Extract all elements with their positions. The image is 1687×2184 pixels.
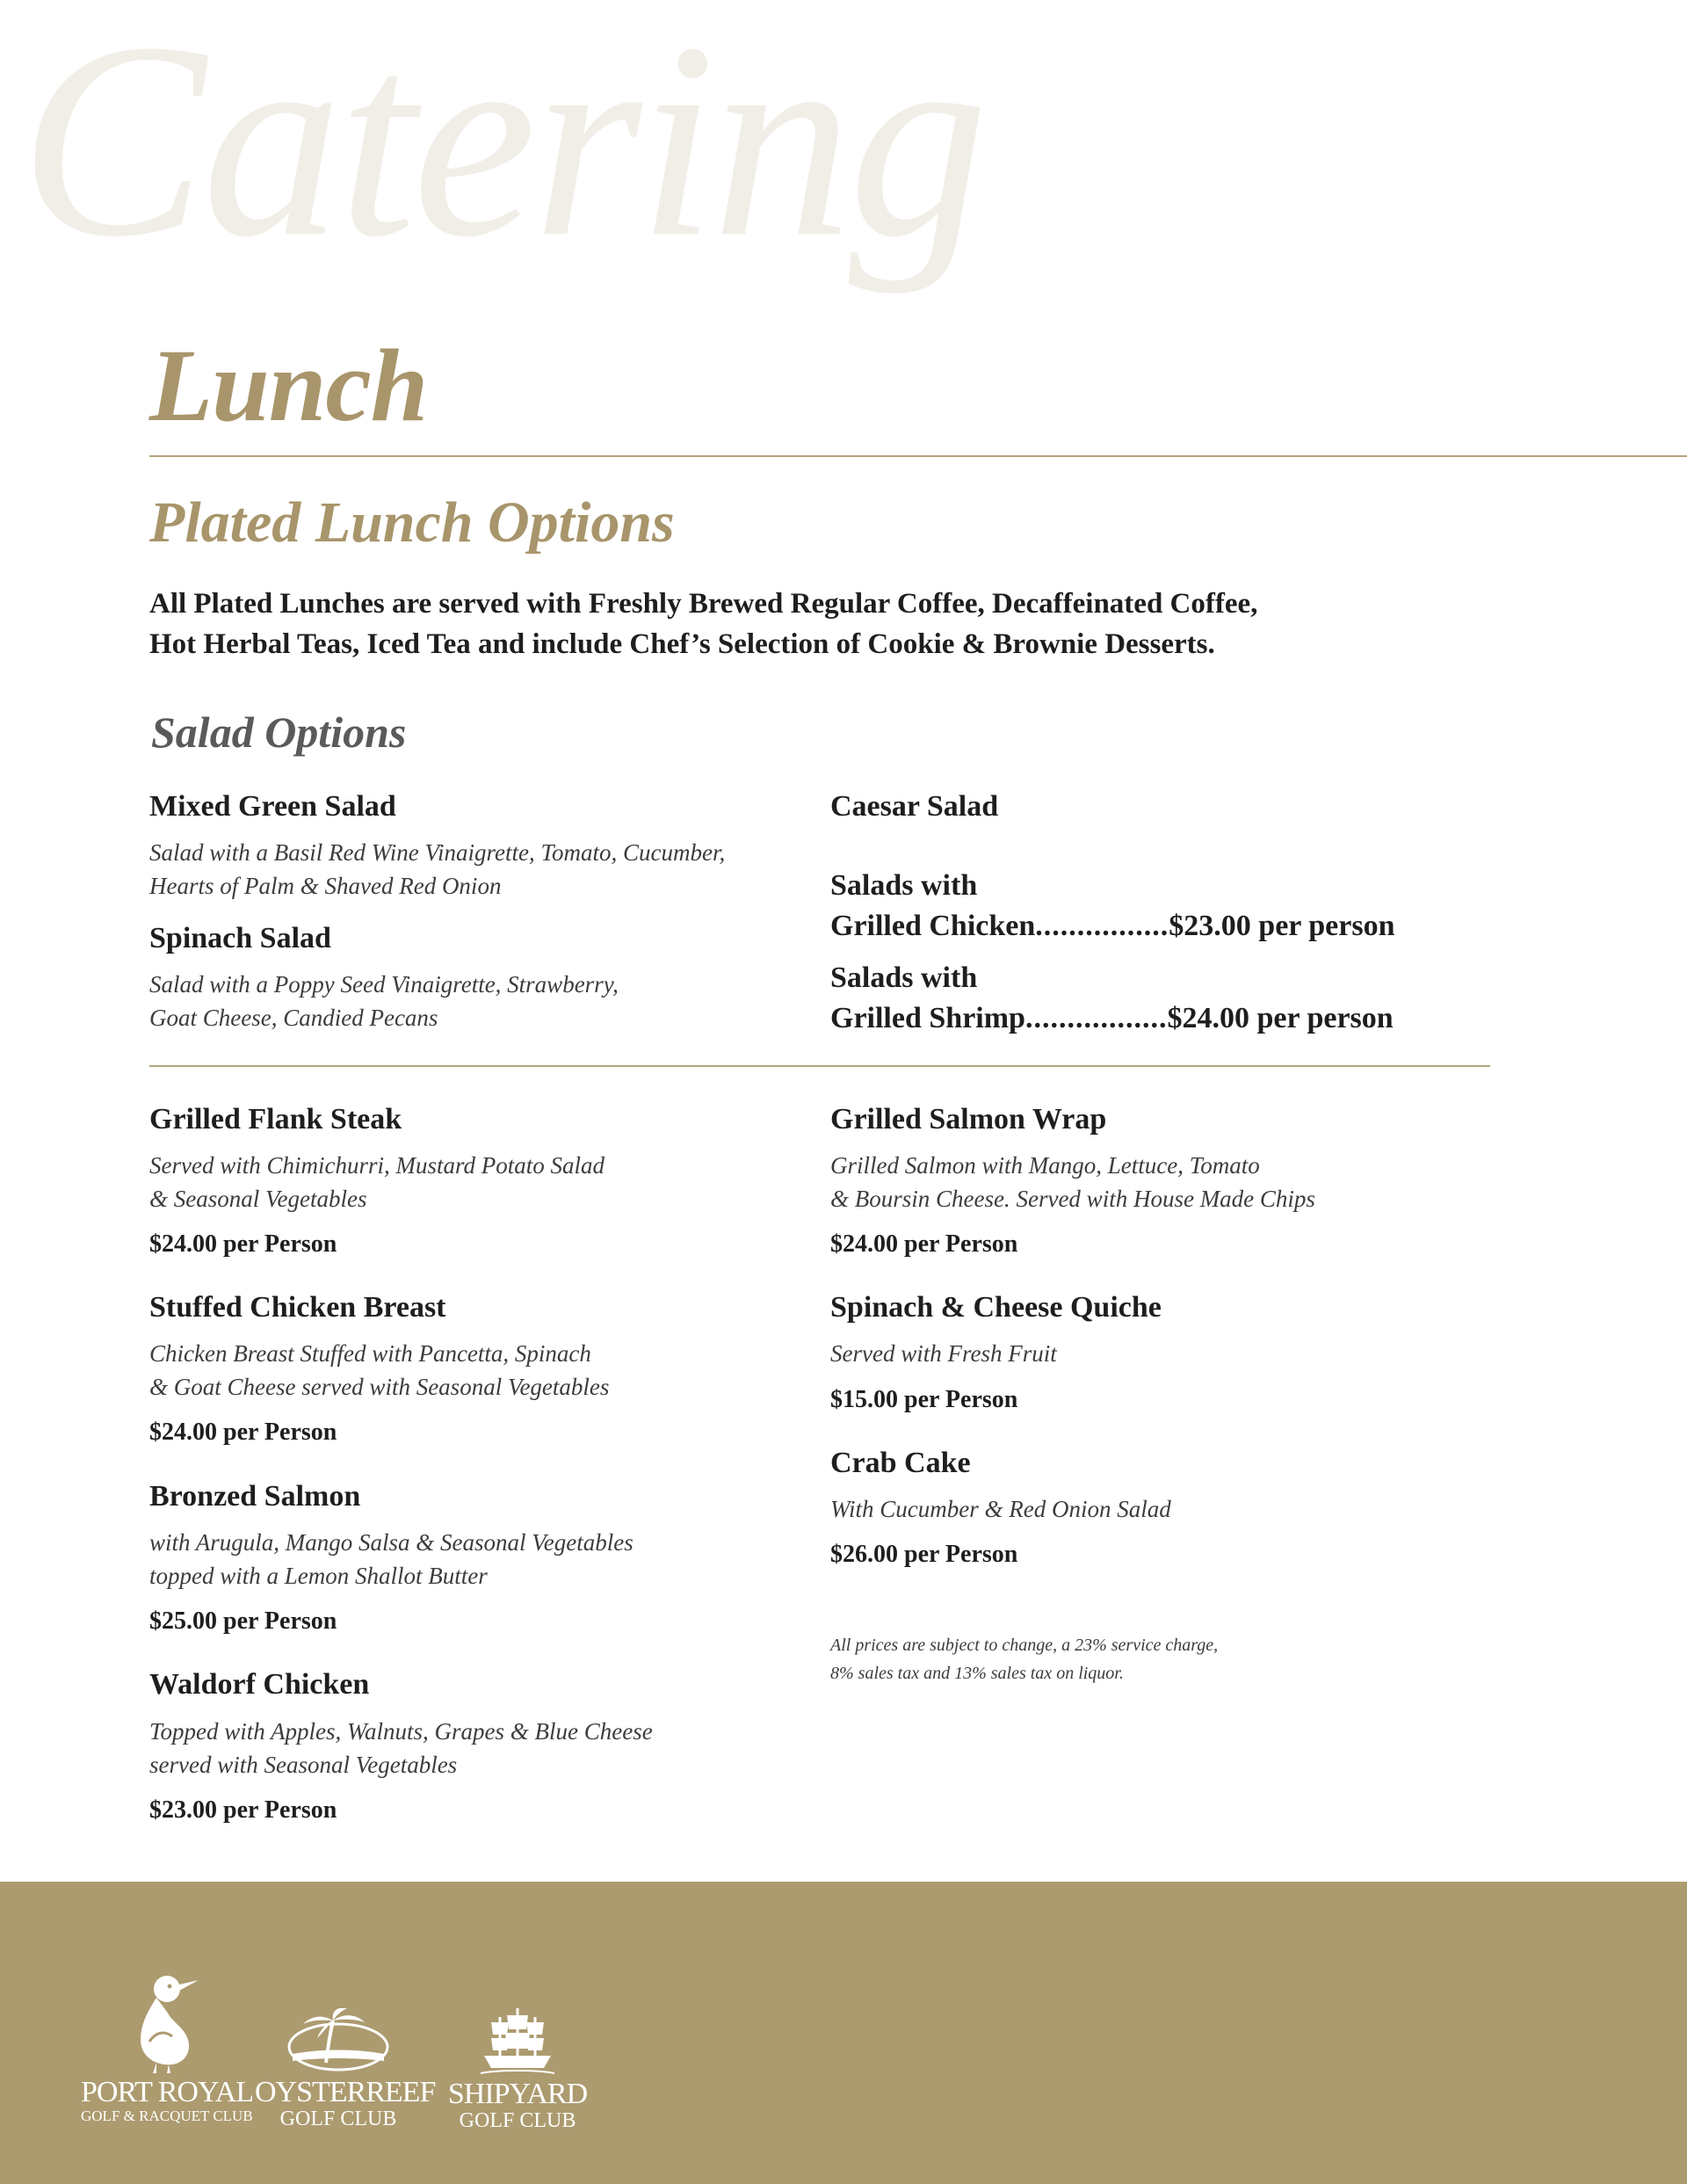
bronzed-salmon-desc-1: with Arugula, Mango Salsa & Seasonal Vegetables: [149, 1529, 634, 1556]
flank-steak-price: $24.00 per Person: [149, 1230, 337, 1258]
quiche-desc-1: Served with Fresh Fruit: [830, 1340, 1057, 1367]
ship-icon: [481, 2005, 554, 2075]
waldorf-chicken-desc-1: Topped with Apples, Walnuts, Grapes & Blue Cheese: [149, 1718, 653, 1745]
salmon-wrap-desc-2: & Boursin Cheese. Served with House Made Chips: [830, 1186, 1315, 1212]
salads-with-shrimp-price-line: [830, 1001, 1394, 1036]
mixed-green-salad-desc-2: Hearts of Palm & Shaved Red Onion: [149, 873, 502, 899]
caesar-salad-name: Caesar Salad: [830, 790, 999, 823]
quiche-price: $15.00 per Person: [830, 1386, 1018, 1413]
footer-band: [0, 1882, 1687, 2184]
waldorf-chicken-price: $23.00 per Person: [149, 1796, 337, 1824]
leader-dots: .................: [1025, 1002, 1168, 1034]
grilled-chicken-label: Grilled Chicken: [830, 910, 1036, 942]
waldorf-chicken-name: Waldorf Chicken: [149, 1668, 370, 1701]
salads-with-chicken-label: Salads with: [830, 869, 978, 902]
stuffed-chicken-price: $24.00 per Person: [149, 1419, 337, 1446]
salmon-wrap-desc-1: Grilled Salmon with Mango, Lettuce, Tomato: [830, 1152, 1260, 1179]
flank-steak-desc-1: Served with Chimichurri, Mustard Potato Salad: [149, 1152, 605, 1179]
shipyard-logo[interactable]: [436, 2005, 599, 2131]
intro-line-1: All Plated Lunches are served with Freshly Brewed Regular Coffee, Decaffeinated Coffee,: [149, 588, 1258, 620]
fineprint-line-2: 8% sales tax and 13% sales tax on liquor.: [830, 1664, 1124, 1683]
waldorf-chicken-desc-2: served with Seasonal Vegetables: [149, 1752, 458, 1778]
shipyard-name: SHIPYARD: [447, 2078, 588, 2110]
section-title: Plated Lunch Options: [149, 490, 675, 555]
palm-tree-icon: [286, 2008, 391, 2073]
heron-icon: [121, 1968, 200, 2073]
stuffed-chicken-desc-2: & Goat Cheese served with Seasonal Vegetables: [149, 1374, 610, 1400]
page-title: Lunch: [149, 328, 428, 443]
salads-with-chicken-price-line: [830, 909, 1395, 944]
crab-cake-name: Crab Cake: [830, 1447, 971, 1479]
section-divider: [149, 1065, 1490, 1067]
mixed-green-salad-desc-1: Salad with a Basil Red Wine Vinaigrette, Tomato, Cucumber,: [149, 839, 726, 866]
spinach-salad-desc-2: Goat Cheese, Candied Pecans: [149, 1005, 438, 1031]
salads-with-shrimp-label: Salads with: [830, 961, 978, 994]
salmon-wrap-name: Grilled Salmon Wrap: [830, 1103, 1107, 1136]
oyster-reef-name: OYSTERREEF: [255, 2076, 436, 2108]
crab-cake-desc-1: With Cucumber & Red Onion Salad: [830, 1496, 1171, 1522]
port-royal-subtitle: GOLF & RACQUET CLUB: [81, 2108, 253, 2124]
bronzed-salmon-name: Bronzed Salmon: [149, 1480, 361, 1513]
grilled-shrimp-price: $24.00 per person: [1167, 1002, 1394, 1034]
catering-watermark: Catering: [19, 0, 985, 294]
flank-steak-desc-2: & Seasonal Vegetables: [149, 1186, 367, 1212]
bronzed-salmon-price: $25.00 per Person: [149, 1607, 337, 1635]
oyster-reef-logo[interactable]: [255, 2008, 436, 2130]
salmon-wrap-price: $24.00 per Person: [830, 1230, 1018, 1258]
spinach-salad-name: Spinach Salad: [149, 922, 331, 954]
port-royal-name: PORT ROYAL: [81, 2076, 254, 2108]
port-royal-logo[interactable]: [81, 1968, 254, 2124]
salad-options-heading: Salad Options: [151, 707, 407, 757]
quiche-name: Spinach & Cheese Quiche: [830, 1291, 1162, 1324]
intro-line-2: Hot Herbal Teas, Iced Tea and include Chef’s Selection of Cookie & Brownie Desserts.: [149, 628, 1215, 660]
stuffed-chicken-desc-1: Chicken Breast Stuffed with Pancetta, Spinach: [149, 1340, 591, 1367]
flank-steak-name: Grilled Flank Steak: [149, 1103, 402, 1136]
crab-cake-price: $26.00 per Person: [830, 1541, 1018, 1568]
mixed-green-salad-name: Mixed Green Salad: [149, 790, 396, 823]
title-divider: [149, 455, 1687, 457]
oyster-reef-subtitle: GOLF CLUB: [279, 2108, 397, 2130]
shipyard-subtitle: GOLF CLUB: [459, 2109, 576, 2132]
leader-dots: ................: [1035, 910, 1169, 942]
fineprint-line-1: All prices are subject to change, a 23% service charge,: [830, 1636, 1219, 1655]
grilled-chicken-price: $23.00 per person: [1169, 910, 1395, 942]
grilled-shrimp-label: Grilled Shrimp: [830, 1002, 1025, 1034]
spinach-salad-desc-1: Salad with a Poppy Seed Vinaigrette, Strawberry,: [149, 971, 619, 998]
intro-text: [149, 584, 1467, 664]
stuffed-chicken-name: Stuffed Chicken Breast: [149, 1291, 446, 1324]
bronzed-salmon-desc-2: topped with a Lemon Shallot Butter: [149, 1563, 488, 1589]
